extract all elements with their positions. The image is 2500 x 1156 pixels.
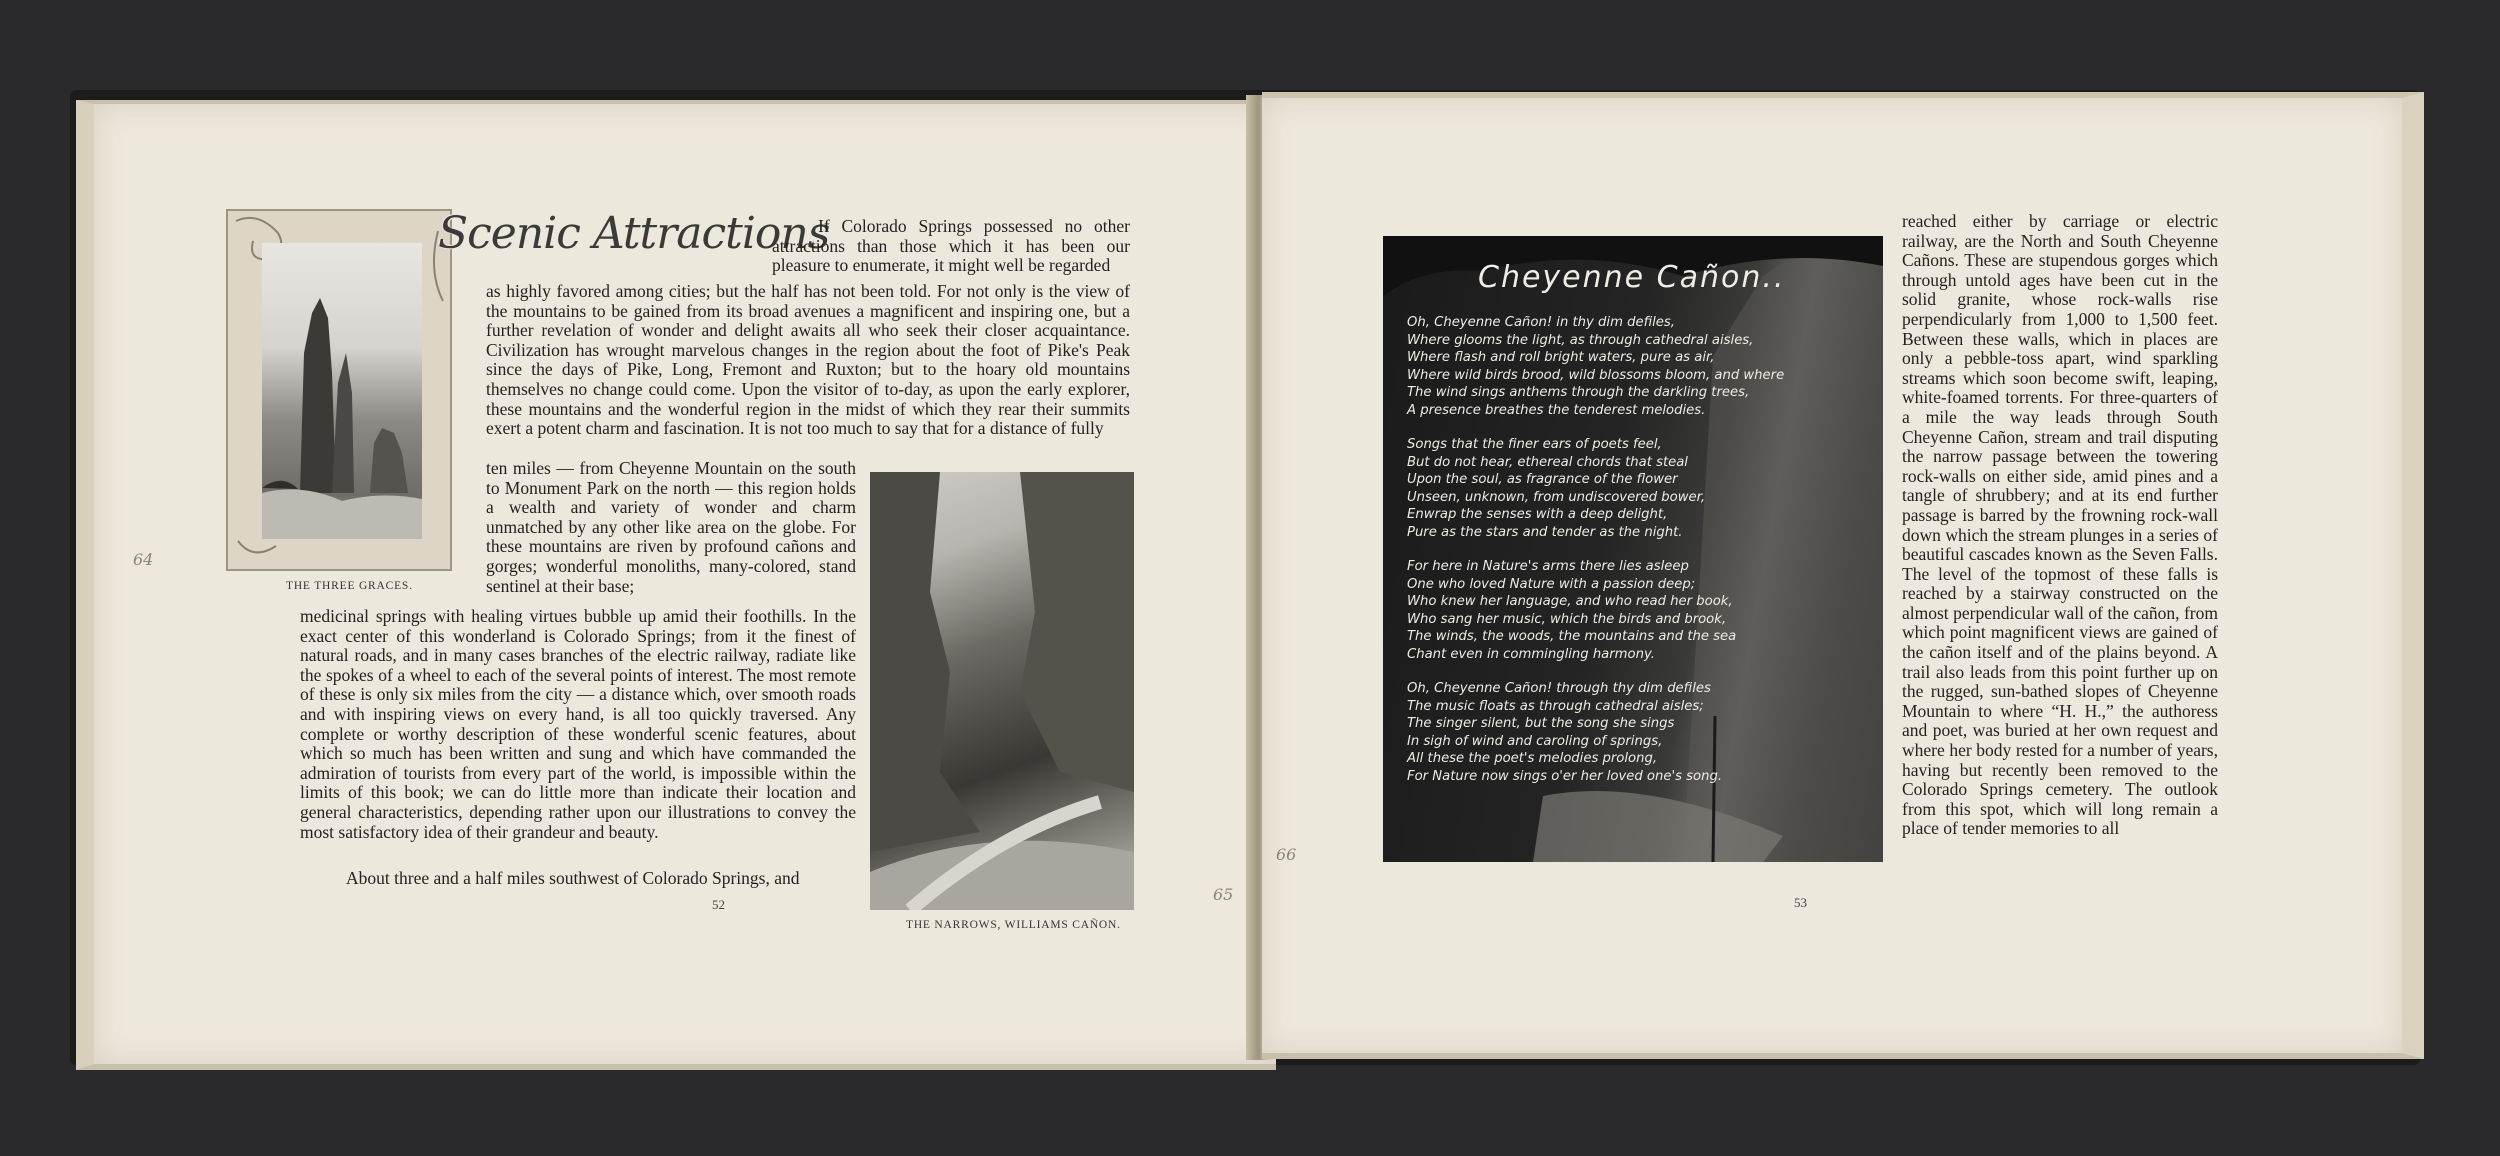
cheyenne-canon-poem-panel <box>1383 236 1883 862</box>
pencil-mark-right: 65 <box>1213 885 1234 904</box>
intro-paragraph: If Colorado Springs possessed no other attractions than those which it has been our pleasure to enumerate, it might well be regarded <box>772 216 1130 276</box>
poem-line: Chant even in commingling harmony. <box>1407 646 1655 662</box>
poem-line: Where flash and roll bright waters, pure as air, <box>1407 350 1715 365</box>
poem-line: Unseen, unknown, from undiscovered bower, <box>1407 489 1706 505</box>
poem-line: All these the poet's melodies prolong, <box>1407 751 1658 766</box>
poem-stanza-1 <box>1407 314 1784 419</box>
pencil-mark-left: 64 <box>133 550 154 569</box>
body-paragraph-4: About three and a half miles southwest of Colorado Springs, and <box>346 868 800 888</box>
poem-line: One who loved Nature with a passion deep; <box>1407 576 1696 592</box>
pencil-mark-gutter: 66 <box>1276 845 1297 864</box>
body-paragraph-1: as highly favored among cities; but the half has not been told. For not only is the view of the mountains to be gained from its broad avenues a magnificent and inspiring one, but a further revelation of wonder and delight awaits all who seek their closer acquaintance. Civilization has wrought marvelous changes in the region about the foot of Pike's Peak since the days of Pike, Long, Fremont and Ruxton; but to the hoary old mountains themselves no change could come. Upon the visitor of to-day, as upon the early explorer, these mountains and the wonderful region in the midst of which they rear their summits exert a potent charm and fascination. It is not too much to say that for a distance of fully <box>486 281 1130 439</box>
three-graces-photo <box>262 243 422 539</box>
body-paragraph-3: medicinal springs with healing virtues bubble up amid their foothills. In the exact center of this wonderland is Colorado Springs; from it the finest of natural roads, and in many cases branches of the electric railway, radiate like the spokes of a wheel to each of the several points of interest. The most remote of these is only six miles from the city — a distance which, over smooth roads and with inspiring views on every hand, is all too quickly traversed. Any complete or worthy description of these wonderful scenic features, about which so much has been written and sung and which have commanded the admiration of tourists from every part of the world, is impossible within the limits of this book; we can do little more than indicate their location and general characteristics, depending rather upon our illustrations to convey the most satisfactory idea of their grandeur and beauty. <box>300 606 856 842</box>
poem-line: Songs that the finer ears of poets feel, <box>1407 437 1662 452</box>
poem-line: The music floats as through cathedral aisles; <box>1407 698 1704 714</box>
three-graces-frame <box>226 209 452 571</box>
page-number-left: 52 <box>712 897 725 912</box>
poem-line: For here in Nature's arms there lies asleep <box>1407 559 1689 574</box>
poem-line: Upon the soul, as fragrance of the flower <box>1407 472 1678 487</box>
poem-stanza-3 <box>1407 558 1784 663</box>
poem-title: Cheyenne Cañon.. <box>1478 260 1786 295</box>
poem-line: But do not hear, ethereal chords that steal <box>1407 454 1688 470</box>
poem-line: Who knew her language, and who read her book, <box>1407 594 1733 609</box>
section-title: Scenic Attractions <box>438 208 830 259</box>
poem-line: Where wild birds brood, wild blossoms bloom, and where <box>1407 367 1785 383</box>
poem-line: In sigh of wind and caroling of springs, <box>1407 733 1663 749</box>
poem-body <box>1407 314 1784 802</box>
poem-stanza-2 <box>1407 436 1784 541</box>
poem-line: Pure as the stars and tender as the night. <box>1407 524 1683 540</box>
narrows-caption: THE NARROWS, WILLIAMS CAÑON. <box>906 919 1121 931</box>
three-graces-caption: THE THREE GRACES. <box>286 580 413 592</box>
poem-line: For Nature now sings o'er her loved one's song. <box>1407 768 1723 784</box>
poem-line: Oh, Cheyenne Cañon! in thy dim defiles, <box>1407 315 1675 330</box>
rock-formation-icon <box>262 243 422 539</box>
poem-line: The wind sings anthems through the darkling trees, <box>1407 385 1750 400</box>
poem-line: The winds, the woods, the mountains and the sea <box>1407 629 1737 644</box>
poem-line: Who sang her music, which the birds and brook, <box>1407 611 1727 627</box>
right-body-text: reached either by carriage or electric railway, are the North and South Cheyenne Cañons. These are stupendous gorges which through untold ages have been cut in the solid granite, whose rock-walls rise perpendicularly from 1,000 to 1,500 feet. Between these walls, which in places are only a pebble-toss apart, wind sparkling streams which soon become swift, leaping, white-foamed torrents. For three-quarters of a mile the way leads through South Cheyenne Cañon, stream and trail disputing the narrow passage between the towering rock-walls on either side, amid pines and a tangle of shrubbery; and at its end further passage is barred by the frowning rock-wall down which the stream plunges in a series of beautiful cascades known as the Seven Falls. The level of the topmost of these falls is reached by a stairway constructed on the almost perpendicular wall of the cañon, from which point magnificent views are gained of the cañon itself and of the plains beyond. A trail also leads from this point further up on the rugged, sun-bathed slopes of Cheyenne Mountain to where “H. H.,” the authoress and poet, was buried at her own request and where her body rested for a number of years, having but recently been removed to the Colorado Springs cemetery. The outlook from this spot, which will long remain a place of tender memories to all <box>1902 211 2218 839</box>
poem-stanza-4 <box>1407 680 1784 785</box>
narrows-photo <box>870 472 1134 910</box>
poem-line: Where glooms the light, as through cathedral aisles, <box>1407 332 1754 348</box>
poem-line: The singer silent, but the song she sings <box>1407 716 1675 731</box>
poem-line: Oh, Cheyenne Cañon! through thy dim defiles <box>1407 681 1711 696</box>
body-paragraph-2: ten miles — from Cheyenne Mountain on the south to Monument Park on the north — this region holds a wealth and variety of wonder and charm unmatched by any other like area on the globe. For these mountains are riven by profound cañons and gorges; wonderful monoliths, many-colored, stand sentinel at their base; <box>486 458 856 596</box>
page-number-right: 53 <box>1794 895 1807 910</box>
canyon-icon <box>870 472 1134 910</box>
poem-line: A presence breathes the tenderest melodies. <box>1407 402 1706 418</box>
poem-line: Enwrap the senses with a deep delight, <box>1407 507 1668 522</box>
